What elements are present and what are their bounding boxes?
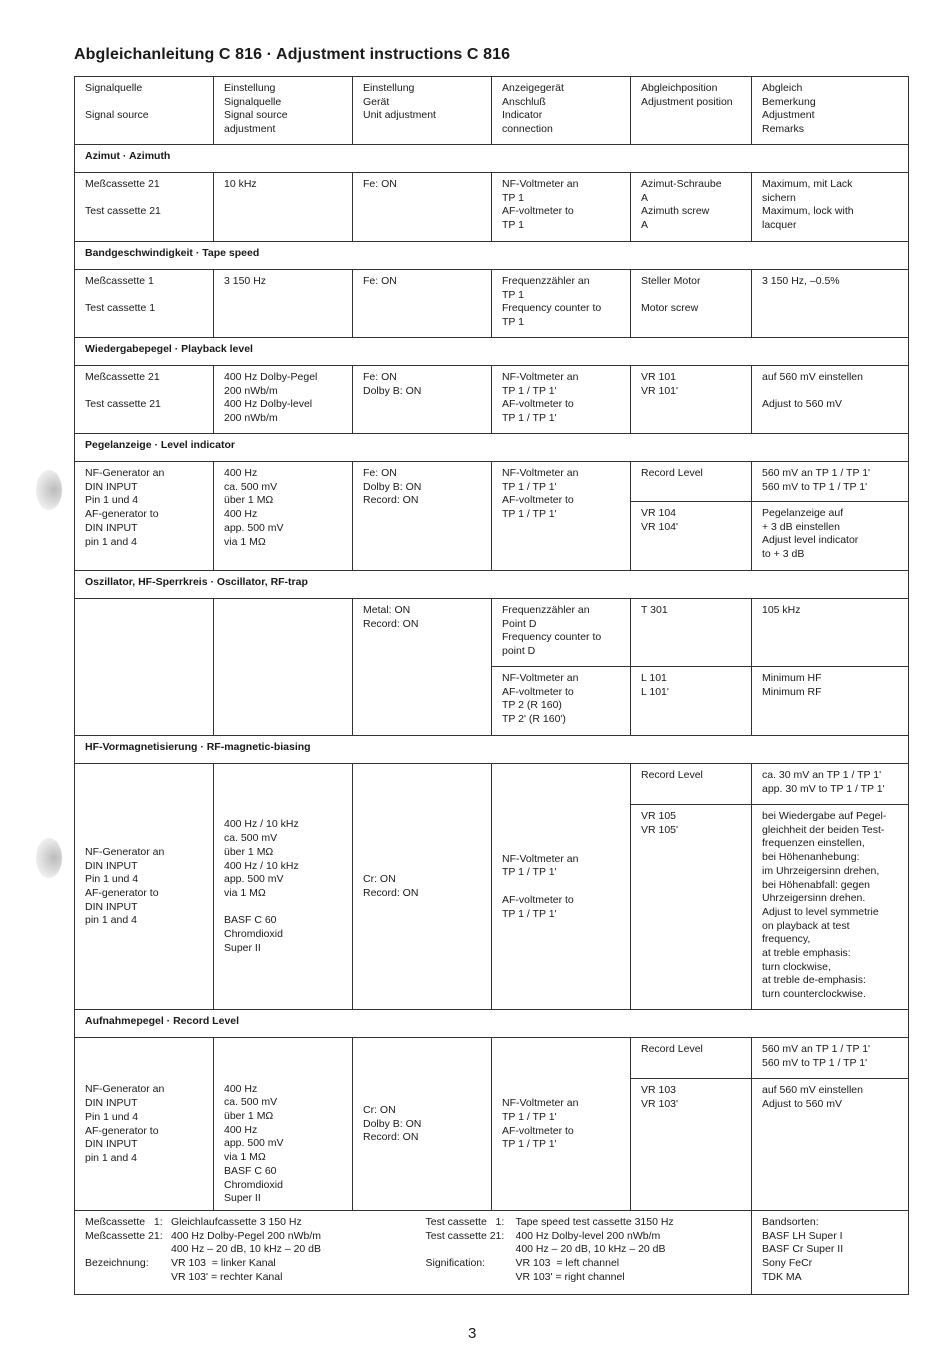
- cell-line: turn counterclockwise.: [762, 988, 866, 1001]
- header-signal-source: [75, 77, 214, 145]
- cell-unit: [353, 173, 492, 242]
- footer-key: [85, 1271, 171, 1285]
- cell-line: app. 30 mV to TP 1 / TP 1': [762, 782, 885, 795]
- cell-line: Abgleich: [762, 82, 803, 94]
- footer-notes-english: [425, 1211, 752, 1295]
- cell-line: Indicator: [502, 109, 543, 122]
- cell-indicator: [492, 173, 631, 242]
- cell-line: TP 1 / TP 1': [502, 412, 557, 425]
- cell-line: NF-Generator an: [85, 1083, 165, 1096]
- cell-position: [631, 270, 752, 338]
- binder-hole-top: [36, 470, 62, 510]
- cell-line: Frequenzzähler an: [502, 275, 590, 287]
- cell-line: on playback at test: [762, 919, 850, 932]
- footer-key: Meßcassette 21:: [85, 1229, 163, 1242]
- cell-line: Unit adjustment: [363, 109, 436, 122]
- cell-line: 400 Hz / 10 kHz: [224, 818, 299, 831]
- footer-key: Meßcassette 1:: [85, 1216, 163, 1228]
- footer-value: Gleichlaufcassette 3 150 Hz: [171, 1216, 302, 1228]
- cell-line: 3 150 Hz: [224, 275, 267, 287]
- cell-indicator: [492, 764, 631, 1010]
- footer-line: [426, 1230, 744, 1244]
- cell-line: Maximum, lock with: [762, 205, 854, 218]
- cell-position: [631, 764, 752, 805]
- cell-unit: [353, 366, 492, 434]
- cell-signal: [214, 270, 353, 338]
- cell-line: Fe: ON: [363, 178, 397, 190]
- cell-indicator: [492, 667, 631, 736]
- cell-line: NF-Voltmeter an: [502, 852, 579, 865]
- cell-line: 400 Hz Dolby-level: [224, 398, 313, 411]
- cell-line: DIN INPUT: [85, 480, 138, 493]
- cell-line: frequency,: [762, 933, 811, 946]
- cell-line: Record Level: [641, 1043, 703, 1055]
- cell-line: A: [641, 191, 649, 204]
- cell-line: 400 Hz Dolby-Pegel: [224, 371, 318, 383]
- cell-remarks: [752, 462, 909, 502]
- table-row: [75, 1038, 909, 1079]
- cell-line: TP 2 (R 160): [502, 699, 562, 712]
- cell-line: TP 1 / TP 1': [502, 866, 557, 879]
- cell-line: 560 mV to TP 1 / TP 1': [762, 1056, 868, 1069]
- cell-line: gleichheit der beiden Test-: [762, 823, 885, 836]
- cell-line: Dolby B: ON: [363, 384, 422, 397]
- cell-line: NF-Generator an: [85, 467, 165, 479]
- cell-line: app. 500 mV: [224, 1137, 284, 1150]
- cell-line: connection: [502, 123, 553, 136]
- adjustment-table: [74, 76, 909, 1295]
- cell-line: app. 500 mV: [224, 873, 284, 886]
- cell-source-empty: [75, 599, 214, 736]
- cell-line: [85, 96, 205, 110]
- page-title: Abgleichanleitung C 816 · Adjustment instructions C 816: [74, 46, 511, 63]
- cell-line: 200 nWb/m: [224, 384, 278, 397]
- section-heading-rf-biasing: HF-Vormagnetisierung · RF-magnetic-biasing: [75, 736, 909, 764]
- cell-line: Anzeigegerät: [502, 82, 564, 94]
- cell-line: TP 1 / TP 1': [502, 1138, 557, 1151]
- cell-line: DIN INPUT: [85, 1097, 138, 1110]
- footer-line: [85, 1271, 484, 1285]
- table-row: [75, 173, 909, 242]
- cell-line: adjustment: [224, 123, 276, 136]
- cell-line: bei Höhenabfall: gegen: [762, 878, 871, 891]
- cell-indicator: [492, 462, 631, 571]
- cell-line: Motor screw: [641, 302, 699, 315]
- cell-line: 560 mV an TP 1 / TP 1': [762, 1043, 871, 1055]
- cell-position: [631, 462, 752, 502]
- footer-line: [85, 1230, 484, 1244]
- cell-line: A: [641, 219, 649, 232]
- cell-line: TP 1: [502, 288, 524, 301]
- cell-line: via 1 MΩ: [224, 1151, 266, 1164]
- cell-line: TP 1 / TP 1': [502, 508, 557, 521]
- cell-line: 400 Hz: [224, 467, 258, 479]
- cell-remarks: [752, 1038, 909, 1079]
- cell-position: [631, 1079, 752, 1211]
- cell-line: TP 1 / TP 1': [502, 480, 557, 493]
- footer-value: VR 103 = linker Kanal: [171, 1257, 276, 1270]
- cell-line: AF-voltmeter to: [502, 1124, 574, 1137]
- header-indicator: [492, 77, 631, 145]
- footer-key: [85, 1243, 171, 1257]
- cell-line: ca. 500 mV: [224, 832, 278, 845]
- cell-line: Chromdioxid: [224, 928, 283, 941]
- cell-line: AF-voltmeter to: [502, 494, 574, 507]
- cell-line: DIN INPUT: [85, 521, 138, 534]
- table-row: [75, 462, 909, 502]
- cell-line: TP 1 / TP 1': [502, 907, 557, 920]
- cell-source: [75, 764, 214, 1010]
- cell-line: 10 kHz: [224, 178, 257, 190]
- cell-line: TP 2' (R 160'): [502, 713, 566, 726]
- cell-line: 400 Hz / 10 kHz: [224, 859, 299, 872]
- cell-indicator: [492, 599, 631, 667]
- cell-unit: [353, 764, 492, 1010]
- section-heading-level-indicator: Pegelanzeige · Level indicator: [75, 434, 909, 462]
- cell-line: auf 560 mV einstellen: [762, 1084, 863, 1096]
- cell-source: [75, 1038, 214, 1211]
- cell-line: Signalquelle: [85, 82, 143, 94]
- cell-line: Frequency counter to: [502, 302, 602, 315]
- cell-line: NF-Voltmeter an: [502, 178, 579, 190]
- section-heading-oscillator: Oszillator, HF-Sperrkreis · Oscillator, RF-trap: [75, 571, 909, 599]
- cell-line: pin 1 and 4: [85, 535, 137, 548]
- cell-line: Abgleichposition: [641, 82, 718, 94]
- cell-line: Uhrzeigersinn drehen.: [762, 892, 866, 905]
- cell-line: Test cassette 1: [85, 302, 156, 315]
- cell-line: L 101: [641, 672, 667, 684]
- cell-line: Einstellung: [363, 82, 415, 94]
- cell-position: [631, 366, 752, 434]
- cell-source: [75, 173, 214, 242]
- cell-line: Minimum RF: [762, 685, 822, 698]
- cell-line: DIN INPUT: [85, 859, 138, 872]
- cell-line: Meßcassette 21: [85, 178, 160, 190]
- cell-line: NF-Generator an: [85, 845, 165, 858]
- cell-line: Azimuth screw: [641, 205, 710, 218]
- cell-line: to + 3 dB: [762, 548, 805, 561]
- footer-line: [85, 1257, 484, 1271]
- footer-line: [426, 1243, 744, 1257]
- cell-line: über 1 MΩ: [224, 1110, 274, 1123]
- cell-line: Frequency counter to: [502, 631, 602, 644]
- cell-signal: [214, 764, 353, 1010]
- cell-line: AF-generator to: [85, 1124, 159, 1137]
- cell-line: 200 nWb/m: [224, 412, 278, 425]
- header-remarks: [752, 77, 909, 145]
- cell-line: Record: ON: [363, 617, 419, 630]
- cell-remarks: [752, 599, 909, 667]
- cell-line: [85, 289, 205, 303]
- footer-tape-types: [752, 1211, 909, 1295]
- cell-line: Pin 1 und 4: [85, 873, 139, 886]
- cell-line: frequenzen einstellen,: [762, 837, 865, 850]
- cell-line: via 1 MΩ: [224, 535, 266, 548]
- table-row: [75, 764, 909, 805]
- cell-remarks: [752, 270, 909, 338]
- cell-line: VR 105': [641, 823, 679, 836]
- cell-remarks: [752, 502, 909, 571]
- cell-position: [631, 667, 752, 736]
- footer-key: [426, 1271, 516, 1285]
- cell-line: 105 kHz: [762, 604, 801, 616]
- cell-line: Gerät: [363, 95, 390, 108]
- cell-line: bei Höhenanhebung:: [762, 851, 860, 864]
- cell-line: Einstellung: [224, 82, 276, 94]
- header-signal-adjustment: [214, 77, 353, 145]
- cell-position: [631, 599, 752, 667]
- footer-value: 400 Hz Dolby-Pegel 200 nWb/m: [171, 1229, 321, 1242]
- cell-line: pin 1 and 4: [85, 1151, 137, 1164]
- cell-line: turn clockwise,: [762, 960, 831, 973]
- cell-line: Record: ON: [363, 1131, 419, 1144]
- cell-remarks: [752, 173, 909, 242]
- cell-line: VR 101': [641, 384, 679, 397]
- section-heading-record-level: Aufnahmepegel · Record Level: [75, 1010, 909, 1038]
- footer-line: [426, 1216, 744, 1230]
- cell-line: [85, 385, 205, 399]
- cell-line: NF-Voltmeter an: [502, 371, 579, 383]
- header-unit-adjustment: [353, 77, 492, 145]
- cell-line: sichern: [762, 191, 796, 204]
- cell-source: [75, 366, 214, 434]
- cell-line: Cr: ON: [363, 873, 396, 886]
- footer-line: [85, 1216, 484, 1230]
- cell-remarks: [752, 764, 909, 805]
- page-number: 3: [468, 1325, 477, 1342]
- footer-value: Tape speed test cassette 3150 Hz: [515, 1216, 674, 1228]
- cell-line: Chromdioxid: [224, 1178, 283, 1191]
- cell-line: Cr: ON: [363, 1103, 396, 1116]
- cell-line: ca. 500 mV: [224, 480, 278, 493]
- cell-line: Fe: ON: [363, 275, 397, 287]
- cell-line: Minimum HF: [762, 672, 822, 684]
- cell-line: VR 104': [641, 520, 679, 533]
- cell-line: NF-Voltmeter an: [502, 1097, 579, 1110]
- cell-line: Super II: [224, 941, 261, 954]
- cell-line: Record: ON: [363, 494, 419, 507]
- cell-line: Pegelanzeige auf: [762, 507, 844, 519]
- cell-line: AF-generator to: [85, 508, 159, 521]
- footer-value: 400 Hz – 20 dB, 10 kHz – 20 dB: [515, 1243, 666, 1256]
- cell-line: Fe: ON: [363, 467, 397, 479]
- cell-line: [502, 880, 622, 894]
- cell-line: Bandsorten:: [762, 1216, 819, 1228]
- cell-line: Adjust to 560 mV: [762, 398, 842, 411]
- cell-remarks: [752, 366, 909, 434]
- cell-line: bei Wiedergabe auf Pegel-: [762, 810, 887, 822]
- cell-line: Adjustment position: [641, 95, 733, 108]
- table-row: [75, 366, 909, 434]
- cell-remarks: [752, 805, 909, 1010]
- cell-line: im Uhrzeigersinn drehen,: [762, 864, 880, 877]
- cell-position: [631, 805, 752, 1010]
- cell-line: über 1 MΩ: [224, 494, 274, 507]
- cell-line: Pin 1 und 4: [85, 494, 139, 507]
- footer-row: [75, 1211, 909, 1295]
- cell-line: AF-voltmeter to: [502, 685, 574, 698]
- cell-line: BASF Cr Super II: [762, 1243, 844, 1256]
- cell-line: TP 1: [502, 316, 524, 329]
- cell-line: Adjust to 560 mV: [762, 1097, 842, 1110]
- cell-line: AF-generator to: [85, 887, 159, 899]
- cell-line: 560 mV to TP 1 / TP 1': [762, 480, 868, 493]
- cell-line: Frequenzzähler an: [502, 604, 590, 616]
- cell-line: + 3 dB einstellen: [762, 520, 840, 533]
- cell-line: Dolby B: ON: [363, 480, 422, 493]
- cell-remarks: [752, 1079, 909, 1211]
- cell-line: Test cassette 21: [85, 205, 161, 218]
- binder-hole-bottom: [36, 838, 62, 878]
- footer-line: [85, 1243, 484, 1257]
- cell-line: [762, 385, 900, 399]
- cell-line: Metal: ON: [363, 604, 411, 616]
- cell-remarks: [752, 667, 909, 736]
- cell-line: [224, 901, 344, 915]
- footer-line: [426, 1257, 744, 1271]
- cell-line: Point D: [502, 617, 537, 630]
- cell-line: 400 Hz: [224, 1082, 258, 1095]
- cell-line: ca. 30 mV an TP 1 / TP 1': [762, 769, 882, 781]
- cell-position: [631, 502, 752, 571]
- cell-line: über 1 MΩ: [224, 845, 274, 858]
- cell-line: at treble de-emphasis:: [762, 974, 866, 987]
- cell-line: Maximum, mit Lack: [762, 178, 853, 190]
- cell-line: Fe: ON: [363, 371, 397, 383]
- cell-line: Dolby B: ON: [363, 1117, 422, 1130]
- cell-line: [641, 289, 743, 303]
- cell-line: DIN INPUT: [85, 1138, 138, 1151]
- cell-line: L 101': [641, 685, 669, 698]
- section-heading-tape-speed: Bandgeschwindigkeit · Tape speed: [75, 242, 909, 270]
- cell-line: Adjust to level symmetrie: [762, 905, 879, 918]
- cell-line: TP 1: [502, 191, 524, 204]
- footer-key: Bezeichnung:: [85, 1257, 149, 1270]
- cell-line: VR 103': [641, 1097, 679, 1110]
- cell-line: Bemerkung: [762, 95, 816, 108]
- footer-key: Signification:: [425, 1257, 486, 1270]
- cell-line: TP 1 / TP 1': [502, 1110, 557, 1123]
- cell-line: TP 1 / TP 1': [502, 384, 557, 397]
- cell-line: 400 Hz: [224, 508, 258, 521]
- cell-line: NF-Voltmeter an: [502, 467, 579, 479]
- footer-key: Test cassette 21:: [425, 1229, 505, 1242]
- cell-line: BASF LH Super I: [762, 1229, 843, 1242]
- cell-source: [75, 270, 214, 338]
- cell-signal: [214, 173, 353, 242]
- cell-line: T 301: [641, 604, 668, 616]
- cell-line: Signalquelle: [224, 95, 282, 108]
- cell-unit: [353, 1038, 492, 1211]
- footer-value: 400 Hz – 20 dB, 10 kHz – 20 dB: [171, 1243, 322, 1256]
- cell-line: VR 105: [641, 810, 677, 822]
- cell-line: Signal source: [224, 109, 288, 122]
- cell-line: TP 1: [502, 219, 524, 232]
- cell-line: Steller Motor: [641, 275, 701, 287]
- footer-key: Test cassette 1:: [425, 1216, 505, 1228]
- table-row: [75, 599, 909, 667]
- cell-indicator: [492, 270, 631, 338]
- cell-line: BASF C 60: [224, 1164, 277, 1177]
- cell-line: Meßcassette 21: [85, 371, 160, 383]
- footer-value: 400 Hz Dolby-level 200 nWb/m: [515, 1229, 661, 1242]
- cell-line: ca. 500 mV: [224, 1096, 278, 1109]
- cell-line: point D: [502, 645, 536, 658]
- cell-position: [631, 1038, 752, 1079]
- cell-line: pin 1 and 4: [85, 914, 137, 927]
- footer-value: VR 103' = rechter Kanal: [171, 1270, 283, 1283]
- cell-line: Pin 1 und 4: [85, 1110, 139, 1123]
- cell-line: 3 150 Hz, –0.5%: [762, 275, 840, 287]
- cell-line: AF-voltmeter to: [502, 205, 574, 218]
- section-heading-azimuth: Azimut · Azimuth: [75, 145, 909, 173]
- cell-line: [85, 192, 205, 206]
- cell-signal: [214, 366, 353, 434]
- cell-line: Record Level: [641, 769, 703, 781]
- cell-unit: [353, 599, 492, 736]
- cell-line: NF-Voltmeter an: [502, 672, 579, 684]
- cell-line: BASF C 60: [224, 914, 277, 927]
- header-row: [75, 77, 909, 145]
- cell-line: at treble emphasis:: [762, 947, 851, 960]
- footer-key: [426, 1243, 516, 1257]
- cell-indicator: [492, 1038, 631, 1211]
- cell-line: Test cassette 21: [85, 398, 161, 411]
- cell-line: Meßcassette 1: [85, 275, 154, 287]
- cell-line: Super II: [224, 1192, 261, 1205]
- cell-signal-empty: [214, 599, 353, 736]
- cell-unit: [353, 462, 492, 571]
- cell-line: lacquer: [762, 219, 797, 232]
- cell-signal: [214, 462, 353, 571]
- section-heading-playback-level: Wiedergabepegel · Playback level: [75, 338, 909, 366]
- table-row: [75, 270, 909, 338]
- cell-line: via 1 MΩ: [224, 887, 266, 899]
- header-adjustment-position: [631, 77, 752, 145]
- cell-line: Azimut-Schraube: [641, 178, 722, 190]
- cell-unit: [353, 270, 492, 338]
- cell-line: AF-voltmeter to: [502, 893, 574, 906]
- cell-indicator: [492, 366, 631, 434]
- cell-line: Adjustment: [762, 109, 815, 122]
- cell-line: app. 500 mV: [224, 521, 284, 534]
- cell-line: Record Level: [641, 467, 703, 479]
- footer-line: [426, 1271, 744, 1285]
- cell-line: VR 101: [641, 371, 677, 383]
- cell-line: VR 103: [641, 1084, 677, 1096]
- cell-line: TDK MA: [762, 1270, 802, 1283]
- cell-line: Signal source: [85, 109, 149, 122]
- footer-value: VR 103' = right channel: [515, 1270, 625, 1283]
- cell-line: VR 104: [641, 507, 677, 519]
- cell-line: 400 Hz: [224, 1123, 258, 1136]
- cell-line: Remarks: [762, 123, 805, 136]
- cell-line: Anschluß: [502, 95, 546, 108]
- cell-line: DIN INPUT: [85, 900, 138, 913]
- cell-line: Sony FeCr: [762, 1257, 813, 1270]
- cell-line: AF-voltmeter to: [502, 398, 574, 411]
- cell-line: Adjust level indicator: [762, 534, 859, 547]
- cell-line: Record: ON: [363, 887, 419, 899]
- cell-signal: [214, 1038, 353, 1211]
- cell-line: auf 560 mV einstellen: [762, 371, 863, 383]
- footer-value: VR 103 = left channel: [515, 1257, 620, 1270]
- cell-source: [75, 462, 214, 571]
- cell-line: 560 mV an TP 1 / TP 1': [762, 467, 871, 479]
- cell-position: [631, 173, 752, 242]
